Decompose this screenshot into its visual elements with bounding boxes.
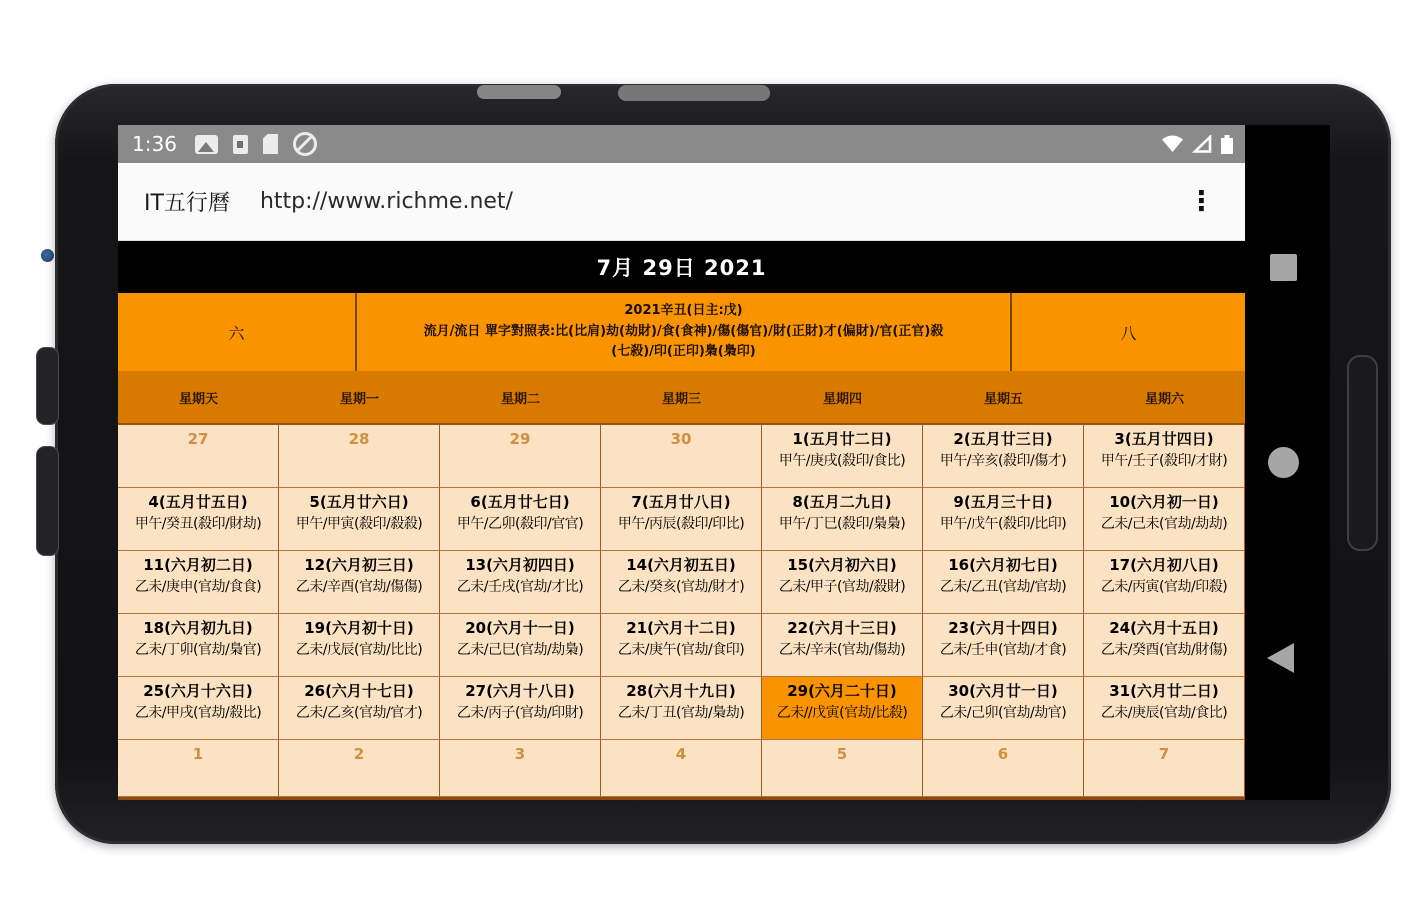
calendar-cell[interactable] <box>923 551 1084 614</box>
calendar-cell[interactable] <box>118 488 279 551</box>
weekday-label-5: 星期五 <box>983 391 1023 407</box>
cell-date-label: 13(六月初四日) <box>465 556 575 574</box>
calendar-cell[interactable] <box>923 677 1084 740</box>
calendar-cell[interactable] <box>1084 425 1245 488</box>
wifi-icon <box>1162 135 1183 153</box>
image-icon <box>195 135 218 154</box>
front-camera <box>41 249 54 262</box>
calendar-cell[interactable] <box>440 740 601 797</box>
calendar-cell[interactable] <box>601 614 762 677</box>
calendar-cell[interactable] <box>1084 488 1245 551</box>
cell-ganzhi-detail: 乙未/丙子(官劫/印財) <box>456 705 584 722</box>
calendar-cell[interactable] <box>118 551 279 614</box>
calendar-cell[interactable] <box>762 488 923 551</box>
home-button[interactable] <box>1268 447 1299 478</box>
cell-ganzhi-detail: 乙未/癸亥(官劫/財才) <box>617 579 745 596</box>
cell-ganzhi-detail: 甲午/乙卯(殺印/官官) <box>456 516 584 533</box>
calendar-cell[interactable] <box>279 740 440 797</box>
calendar-cell-today[interactable] <box>762 677 923 740</box>
cell-ganzhi-detail: 乙未/丁丑(官劫/梟劫) <box>617 705 745 722</box>
cell-ganzhi-detail: 乙未/辛酉(官劫/傷傷) <box>295 579 423 596</box>
cell-date-label: 3(五月廿四日) <box>1114 430 1214 448</box>
calendar-grid <box>118 423 1245 800</box>
cell-date-label: 30(六月廿一日) <box>948 682 1058 700</box>
cell-ganzhi-detail: 乙未/己未(官劫/劫劫) <box>1100 516 1228 533</box>
power-button <box>1347 355 1378 551</box>
notification-icons <box>195 132 317 156</box>
browser-bar <box>118 163 1245 241</box>
cell-date-label: 25(六月十六日) <box>143 682 253 700</box>
calendar-cell[interactable] <box>1084 551 1245 614</box>
cell-date-label: 2 <box>353 745 365 763</box>
android-nav-bar <box>1245 125 1330 800</box>
cell-ganzhi-detail: 乙未//戊寅(官劫/比殺) <box>776 705 908 722</box>
phone-top-port <box>618 85 770 101</box>
cell-date-label: 1(五月廿二日) <box>792 430 892 448</box>
calendar-cell[interactable] <box>762 425 923 488</box>
cell-ganzhi-detail: 甲午/甲寅(殺印/殺殺) <box>295 516 423 533</box>
cell-date-label: 17(六月初八日) <box>1109 556 1219 574</box>
calendar-cell[interactable] <box>1084 677 1245 740</box>
cell-date-label: 23(六月十四日) <box>948 619 1058 637</box>
calendar-cell[interactable] <box>118 740 279 797</box>
app-icon <box>233 135 248 154</box>
cell-ganzhi-detail: 乙未/己巳(官劫/劫梟) <box>456 642 584 659</box>
calendar-cell[interactable] <box>1084 614 1245 677</box>
volume-button-upper <box>36 347 59 425</box>
cell-ganzhi-detail: 乙未/壬申(官劫/才食) <box>939 642 1067 659</box>
cell-ganzhi-detail: 甲午/辛亥(殺印/傷才) <box>939 453 1067 470</box>
cell-ganzhi-detail: 甲午/戊午(殺印/比印) <box>939 516 1067 533</box>
calendar-cell[interactable] <box>923 740 1084 797</box>
cell-date-label: 26(六月十七日) <box>304 682 414 700</box>
legend-line-2: (七殺)/印(正印)梟(梟印) <box>611 344 756 360</box>
cell-ganzhi-detail: 甲午/丁巳(殺印/梟梟) <box>778 516 906 533</box>
cell-date-label: 28(六月十九日) <box>626 682 736 700</box>
cell-date-label: 22(六月十三日) <box>787 619 897 637</box>
weekday-label-4: 星期四 <box>822 391 862 407</box>
cell-date-label: 5(五月廿六日) <box>309 493 409 511</box>
lunar-month-left-badge: 六 <box>118 293 357 371</box>
legend-line-1: 流月/流日 單字對照表:比(比肩)劫(劫財)/食(食神)/傷(傷官)/財(正財)才(偏財)/官(正官)殺 <box>423 323 944 339</box>
cell-ganzhi-detail: 乙未/庚午(官劫/食印) <box>617 642 745 659</box>
cell-ganzhi-detail: 乙未/丁卯(官劫/梟官) <box>134 642 262 659</box>
calendar-cell[interactable] <box>279 488 440 551</box>
month-header-legend <box>357 293 1010 371</box>
volume-button-lower <box>36 446 59 556</box>
cell-ganzhi-detail: 乙未/己卯(官劫/劫官) <box>939 705 1067 722</box>
calendar-cell[interactable] <box>601 551 762 614</box>
cell-ganzhi-detail: 乙未/庚辰(官劫/食比) <box>1100 705 1228 722</box>
weekday-label-2: 星期二 <box>500 391 540 407</box>
calendar-cell[interactable] <box>279 677 440 740</box>
cell-date-label: 7(五月廿八日) <box>631 493 731 511</box>
cell-date-label: 27 <box>187 430 209 448</box>
calendar-cell[interactable] <box>923 614 1084 677</box>
cell-ganzhi-detail: 甲午/丙辰(殺印/印比) <box>617 516 745 533</box>
cell-ganzhi-detail: 乙未/戊辰(官劫/比比) <box>295 642 423 659</box>
year-pillar-line: 2021辛丑(日主:戊) <box>624 302 743 318</box>
cell-date-label: 9(五月三十日) <box>953 493 1053 511</box>
cell-ganzhi-detail: 乙未/乙丑(官劫/官劫) <box>939 579 1067 596</box>
weekday-label-1: 星期一 <box>339 391 379 407</box>
cell-date-label: 30 <box>670 430 692 448</box>
calendar-cell[interactable] <box>440 488 601 551</box>
browser-content <box>118 125 1245 800</box>
calendar-cell[interactable] <box>762 551 923 614</box>
calendar-cell[interactable] <box>440 677 601 740</box>
calendar-cell[interactable] <box>762 740 923 797</box>
cell-ganzhi-detail: 乙未/庚申(官劫/食食) <box>134 579 262 596</box>
cell-date-label: 31(六月廿二日) <box>1109 682 1219 700</box>
cell-ganzhi-detail: 乙未/癸酉(官劫/財傷) <box>1100 642 1228 659</box>
cell-date-label: 19(六月初十日) <box>304 619 414 637</box>
cell-date-label: 3 <box>514 745 526 763</box>
cell-ganzhi-detail: 乙未/辛未(官劫/傷劫) <box>778 642 906 659</box>
cell-date-label: 1 <box>192 745 204 763</box>
cell-date-label: 29(六月二十日) <box>787 682 897 700</box>
cell-date-label: 24(六月十五日) <box>1109 619 1219 637</box>
weekday-label-6: 星期六 <box>1144 391 1184 407</box>
cell-date-label: 29 <box>509 430 531 448</box>
calendar-cell[interactable] <box>601 740 762 797</box>
cell-date-label: 10(六月初一日) <box>1109 493 1219 511</box>
cell-date-label: 15(六月初六日) <box>787 556 897 574</box>
status-bar <box>118 125 1245 163</box>
calendar-cell[interactable] <box>601 677 762 740</box>
cell-date-label: 16(六月初七日) <box>948 556 1058 574</box>
phone-top-speaker <box>477 85 561 99</box>
calendar-cell[interactable] <box>279 551 440 614</box>
lunar-month-right-badge: 八 <box>1010 293 1245 371</box>
calendar-cell[interactable] <box>440 614 601 677</box>
back-button[interactable] <box>1267 643 1294 673</box>
overflow-menu-icon[interactable]: ⋮ <box>1188 186 1215 217</box>
cell-date-label: 14(六月初五日) <box>626 556 736 574</box>
calendar-cell[interactable] <box>118 614 279 677</box>
cell-date-label: 12(六月初三日) <box>304 556 414 574</box>
calendar-cell[interactable] <box>923 488 1084 551</box>
cell-date-label: 4 <box>675 745 687 763</box>
cell-ganzhi-detail: 乙未/甲戌(官劫/殺比) <box>134 705 262 722</box>
cell-date-label: 6(五月廿七日) <box>470 493 570 511</box>
calendar-cell[interactable] <box>440 551 601 614</box>
cell-ganzhi-detail: 乙未/壬戌(官劫/才比) <box>456 579 584 596</box>
cell-date-label: 21(六月十二日) <box>626 619 736 637</box>
calendar-cell[interactable] <box>118 677 279 740</box>
calendar-cell[interactable] <box>923 425 1084 488</box>
weekday-row <box>118 371 1245 423</box>
sd-card-icon <box>263 134 278 154</box>
calendar-cell[interactable] <box>440 425 601 488</box>
mute-icon <box>293 132 317 156</box>
calendar-cell[interactable] <box>601 488 762 551</box>
battery-icon <box>1221 135 1233 154</box>
month-header <box>118 293 1245 371</box>
cell-ganzhi-detail: 甲午/癸丑(殺印/財劫) <box>134 516 262 533</box>
signal-icon <box>1192 135 1212 153</box>
cell-ganzhi-detail: 甲午/壬子(殺印/才財) <box>1100 453 1228 470</box>
cell-date-label: 28 <box>348 430 370 448</box>
cell-ganzhi-detail: 乙未/甲子(官劫/殺財) <box>778 579 906 596</box>
app-title: IT五行曆 <box>144 191 230 216</box>
cell-date-label: 7 <box>1158 745 1170 763</box>
phone-screen <box>118 125 1330 800</box>
cell-date-label: 2(五月廿三日) <box>953 430 1053 448</box>
cell-date-label: 11(六月初二日) <box>143 556 253 574</box>
calendar-cell[interactable] <box>1084 740 1245 797</box>
cell-ganzhi-detail: 乙未/乙亥(官劫/官才) <box>295 705 423 722</box>
recents-button[interactable] <box>1270 254 1297 281</box>
calendar-cell[interactable] <box>279 614 440 677</box>
calendar-cell[interactable] <box>118 425 279 488</box>
cell-date-label: 20(六月十一日) <box>465 619 575 637</box>
url-field[interactable]: http://www.richme.net/ <box>259 189 513 214</box>
cell-date-label: 5 <box>836 745 848 763</box>
cell-date-label: 18(六月初九日) <box>143 619 253 637</box>
cell-date-label: 8(五月二九日) <box>792 493 892 511</box>
date-banner: 7月 29日 2021 <box>118 241 1245 293</box>
cell-date-label: 4(五月廿五日) <box>148 493 248 511</box>
cell-date-label: 27(六月十八日) <box>465 682 575 700</box>
cell-ganzhi-detail: 甲午/庚戌(殺印/食比) <box>778 453 906 470</box>
cell-date-label: 6 <box>997 745 1009 763</box>
weekday-label-3: 星期三 <box>661 391 701 407</box>
system-status-icons <box>1162 135 1233 154</box>
cell-ganzhi-detail: 乙未/丙寅(官劫/印殺) <box>1100 579 1228 596</box>
calendar-cell[interactable] <box>762 614 923 677</box>
calendar-cell[interactable] <box>279 425 440 488</box>
weekday-label-0: 星期天 <box>178 391 218 407</box>
clock: 1:36 <box>132 132 177 156</box>
calendar-cell[interactable] <box>601 425 762 488</box>
